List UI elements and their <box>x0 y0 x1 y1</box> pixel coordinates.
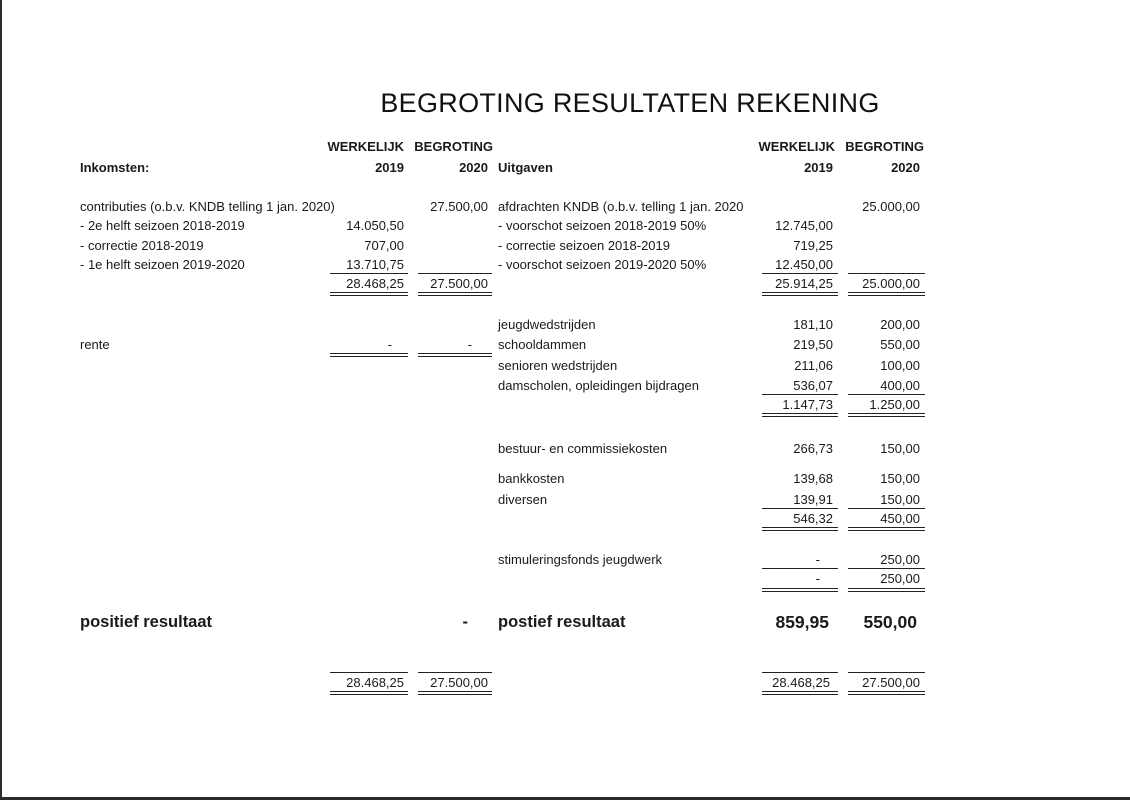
rule <box>762 273 838 274</box>
contributies-budget: 27.500,00 <box>430 199 488 214</box>
page-title: BEGROTING RESULTATEN REKENING <box>380 88 880 118</box>
rule <box>762 508 838 509</box>
rule <box>762 530 838 531</box>
rule <box>330 672 408 673</box>
expense-grand-total-actual: 28.468,25 <box>772 675 830 690</box>
expense-grand-total-budget: 27.500,00 <box>862 675 920 690</box>
expense-col-budget-header: BEGROTING <box>845 139 924 154</box>
activity-item-label: jeugdwedstrijden <box>498 317 596 332</box>
stimulering-total-actual: - <box>815 571 820 586</box>
cost-item-actual: 139,91 <box>793 492 833 507</box>
afdracht-item-actual: 719,25 <box>793 238 833 253</box>
activity-item-budget: 550,00 <box>880 337 920 352</box>
activity-item-label: schooldammen <box>498 337 587 352</box>
income-col-actual-year: 2019 <box>375 160 404 175</box>
rule <box>762 527 838 528</box>
income-result-label: positief resultaat <box>80 613 213 631</box>
rule <box>762 394 838 395</box>
activity-item-label: senioren wedstrijden <box>498 358 618 373</box>
rule <box>762 568 838 569</box>
expense-col-actual-header: WERKELIJK <box>758 139 835 154</box>
rule <box>418 672 492 673</box>
cost-item-budget: 150,00 <box>880 441 920 456</box>
rule <box>848 588 925 589</box>
rente-budget: - <box>467 337 472 352</box>
activity-item-budget: 200,00 <box>880 317 920 332</box>
expense-section-label: Uitgaven <box>498 160 553 175</box>
rule <box>848 568 925 569</box>
expense-result-actual: 859,95 <box>775 612 829 632</box>
rule <box>330 292 408 293</box>
stimulering-label: stimuleringsfonds jeugdwerk <box>498 552 663 567</box>
cost-item-label: diversen <box>498 492 548 507</box>
contrib-item-label: - correctie 2018-2019 <box>80 238 204 253</box>
activity-total-actual: 1.147,73 <box>782 397 833 412</box>
rule <box>330 353 408 354</box>
expense-result-budget: 550,00 <box>863 612 917 632</box>
income-result-budget: - <box>462 613 468 631</box>
expense-col-budget-year: 2020 <box>891 160 920 175</box>
rule <box>848 273 925 274</box>
cost-total-actual: 546,32 <box>793 511 833 526</box>
rule <box>762 413 838 414</box>
contrib-item-label: - 1e helft seizoen 2019-2020 <box>80 257 245 272</box>
afdrachten-budget: 25.000,00 <box>862 199 920 214</box>
rule <box>762 672 838 673</box>
rule <box>330 295 408 296</box>
activity-item-actual: 181,10 <box>793 317 833 332</box>
cost-item-budget: 150,00 <box>880 492 920 507</box>
rule <box>418 273 492 274</box>
contrib-item-actual: 13.710,75 <box>346 257 404 272</box>
income-grand-total-budget: 27.500,00 <box>430 675 488 690</box>
cost-item-budget: 150,00 <box>880 471 920 486</box>
afdracht-item-label: - voorschot seizoen 2019-2020 50% <box>498 257 707 272</box>
rule <box>418 691 492 692</box>
cost-item-actual: 139,68 <box>793 471 833 486</box>
afdrachten-label: afdrachten KNDB (o.b.v. telling 1 jan. 2020 <box>498 199 744 214</box>
contrib-item-label: - 2e helft seizoen 2018-2019 <box>80 218 245 233</box>
rule <box>848 591 925 592</box>
rule <box>762 694 838 695</box>
rule <box>762 691 838 692</box>
rule <box>418 356 492 357</box>
income-col-budget-header: BEGROTING <box>414 139 493 154</box>
income-col-budget-year: 2020 <box>459 160 488 175</box>
afdracht-total-budget: 25.000,00 <box>862 276 920 291</box>
rule <box>762 292 838 293</box>
rule <box>848 394 925 395</box>
rule <box>848 292 925 293</box>
afdracht-item-label: - correctie seizoen 2018-2019 <box>498 238 670 253</box>
rule <box>848 416 925 417</box>
rule <box>418 295 492 296</box>
rule <box>330 694 408 695</box>
stimulering-total-budget: 250,00 <box>880 571 920 586</box>
activity-item-budget: 400,00 <box>880 378 920 393</box>
rule <box>762 416 838 417</box>
expense-result-label: postief resultaat <box>498 613 626 631</box>
expense-col-actual-year: 2019 <box>804 160 833 175</box>
rente-actual: - <box>387 337 392 352</box>
rule <box>418 292 492 293</box>
scan-edge-left <box>0 0 2 800</box>
contrib-item-actual: 707,00 <box>364 238 404 253</box>
afdracht-item-actual: 12.745,00 <box>775 218 833 233</box>
activity-item-label: damscholen, opleidingen bijdragen <box>498 378 699 393</box>
activity-total-budget: 1.250,00 <box>869 397 920 412</box>
rule <box>848 295 925 296</box>
rule <box>330 273 408 274</box>
rule <box>848 672 925 673</box>
stimulering-actual: - <box>815 552 820 567</box>
cost-item-actual: 266,73 <box>793 441 833 456</box>
rule <box>762 588 838 589</box>
activity-item-actual: 219,50 <box>793 337 833 352</box>
cost-total-budget: 450,00 <box>880 511 920 526</box>
rule <box>848 530 925 531</box>
rule <box>762 295 838 296</box>
rente-label: rente <box>80 337 110 352</box>
rule <box>330 356 408 357</box>
rule <box>418 353 492 354</box>
contrib-total-actual: 28.468,25 <box>346 276 404 291</box>
rule <box>848 691 925 692</box>
cost-item-label: bestuur- en commissiekosten <box>498 441 668 456</box>
activity-item-actual: 211,06 <box>794 358 833 373</box>
rule <box>848 413 925 414</box>
contrib-total-budget: 27.500,00 <box>430 276 488 291</box>
rule <box>848 508 925 509</box>
afdracht-total-actual: 25.914,25 <box>775 276 833 291</box>
rule <box>848 527 925 528</box>
activity-item-budget: 100,00 <box>880 358 920 373</box>
cost-item-label: bankkosten <box>498 471 565 486</box>
rule <box>418 694 492 695</box>
afdracht-item-label: - voorschot seizoen 2018-2019 50% <box>498 218 707 233</box>
stimulering-budget: 250,00 <box>880 552 920 567</box>
rule <box>762 591 838 592</box>
income-grand-total-actual: 28.468,25 <box>346 675 404 690</box>
activity-item-actual: 536,07 <box>793 378 833 393</box>
rule <box>848 694 925 695</box>
rule <box>330 691 408 692</box>
contrib-item-actual: 14.050,50 <box>346 218 404 233</box>
afdracht-item-actual: 12.450,00 <box>775 257 833 272</box>
contributies-label: contributies (o.b.v. KNDB telling 1 jan. 2020) <box>80 199 335 214</box>
income-section-label: Inkomsten: <box>80 160 150 175</box>
income-col-actual-header: WERKELIJK <box>327 139 404 154</box>
